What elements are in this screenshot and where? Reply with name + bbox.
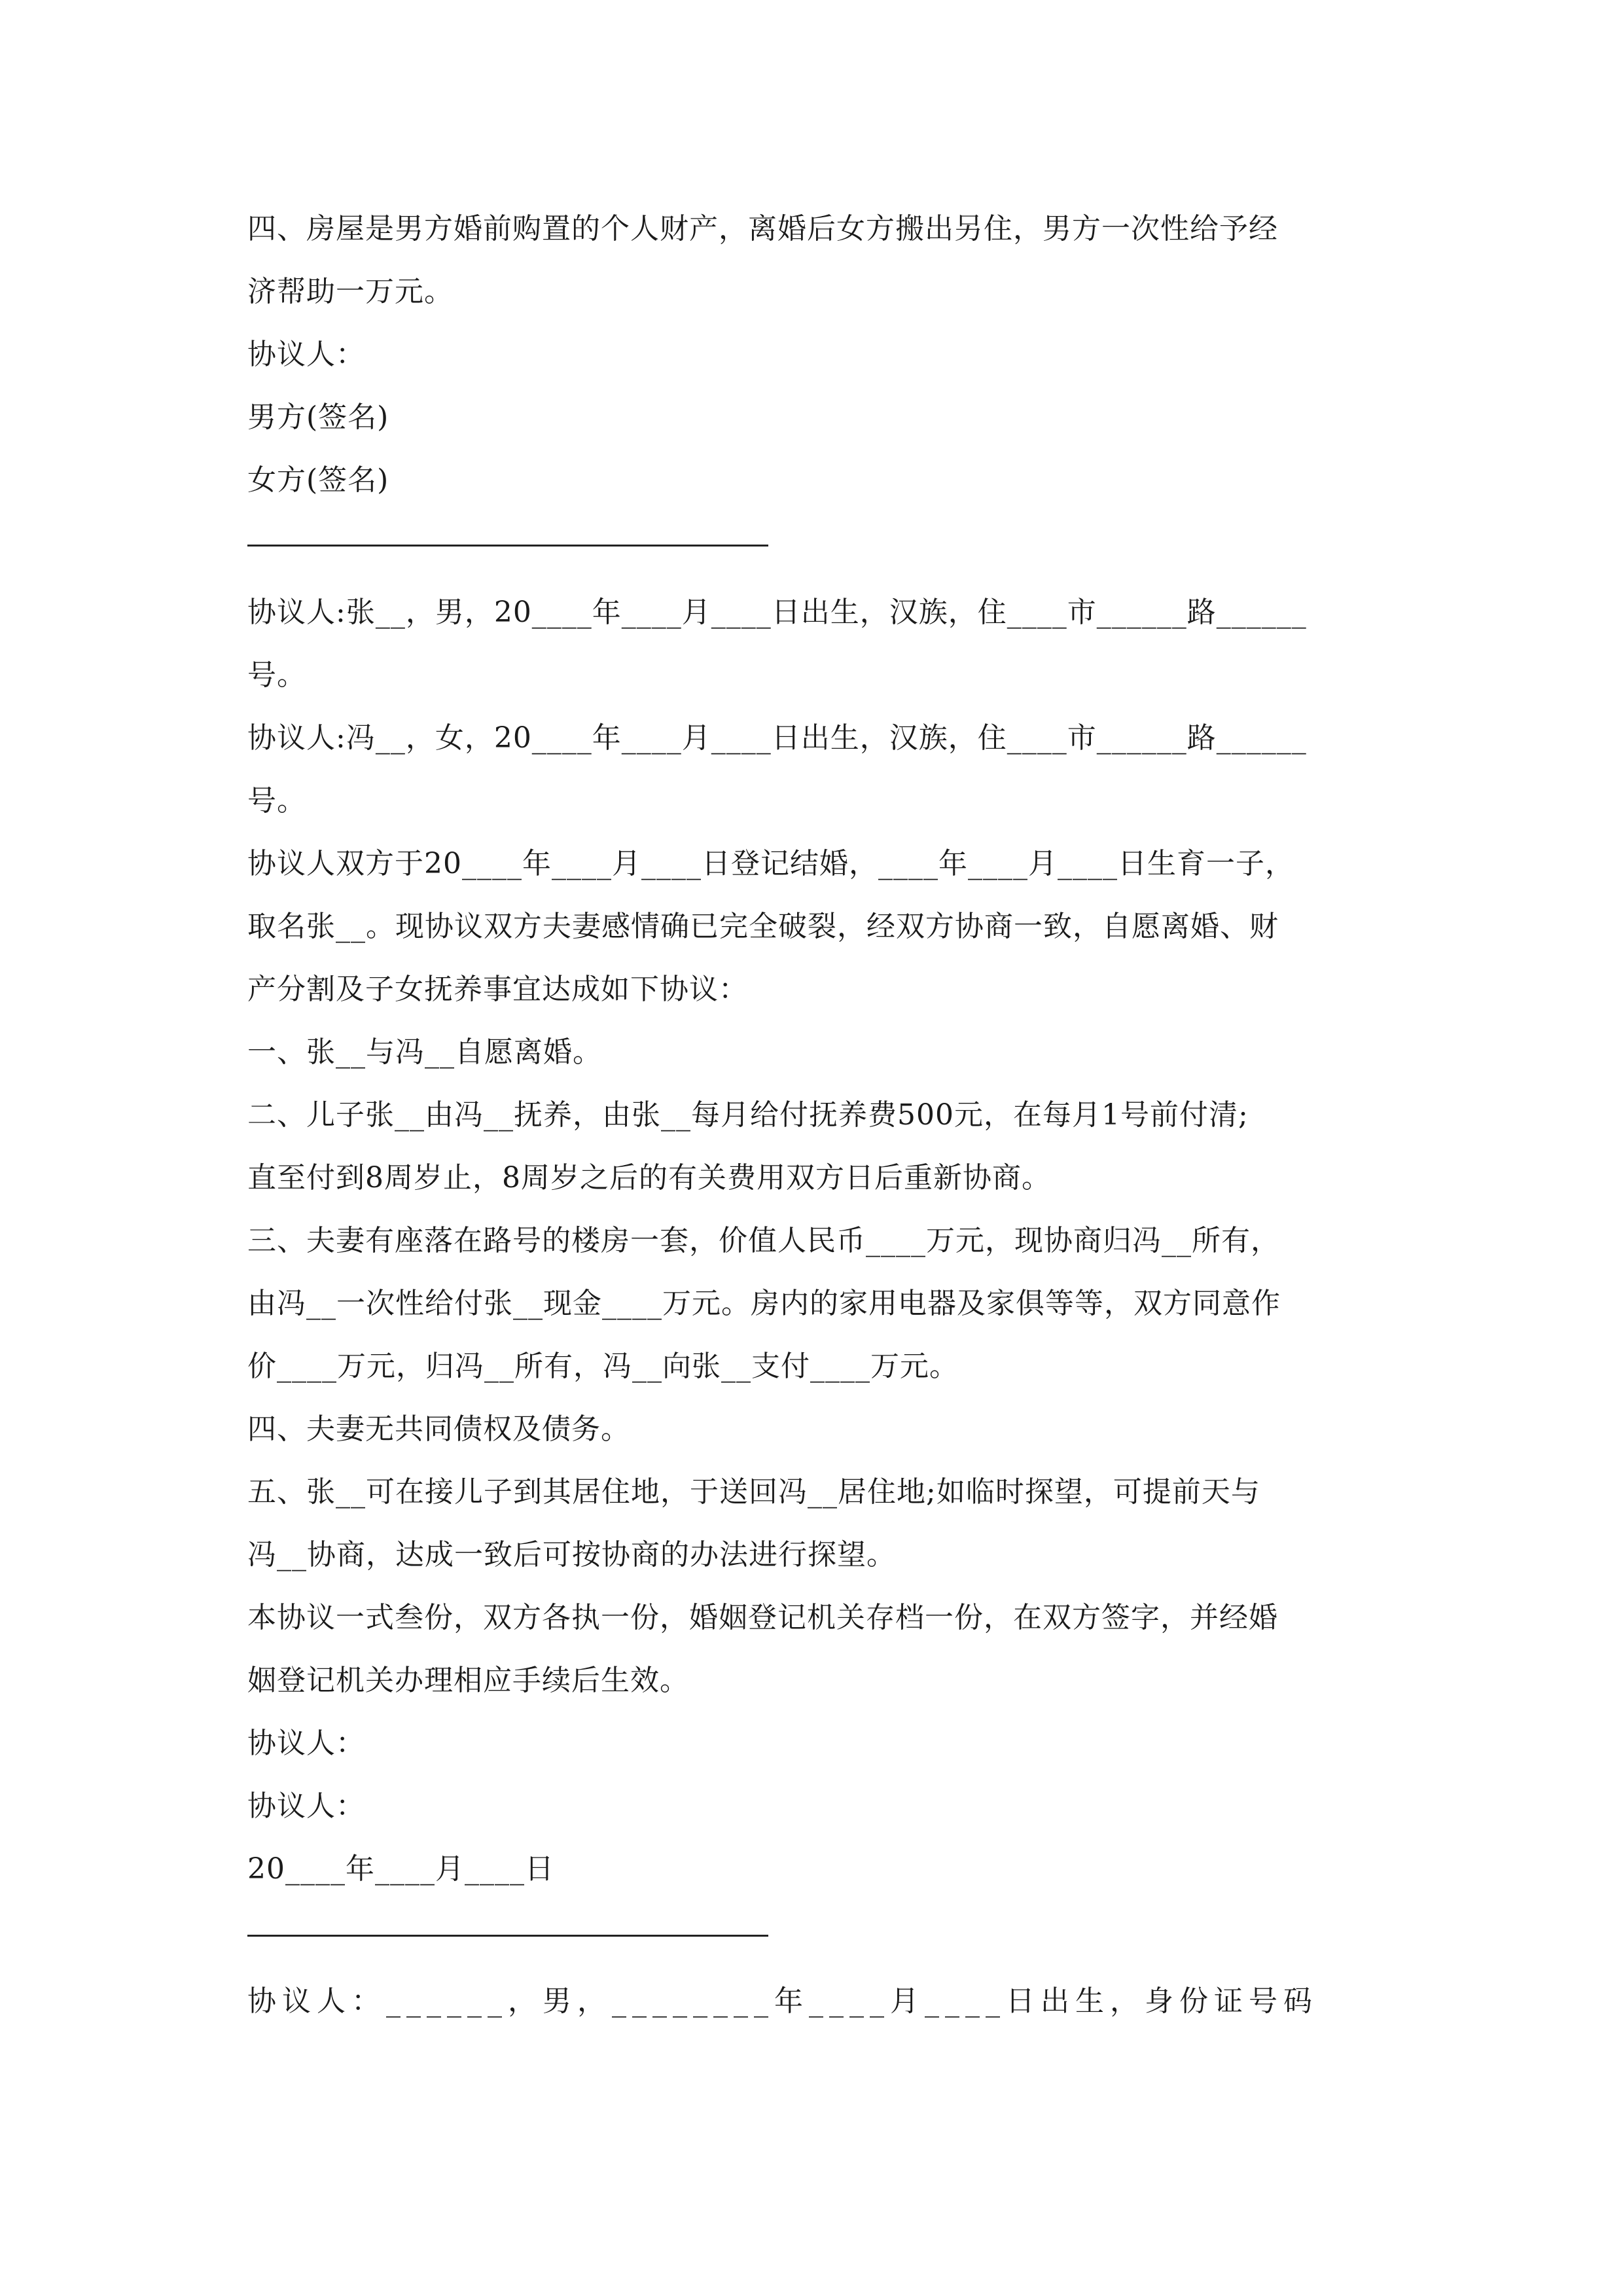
- party-feng-line1: 协议人:冯__，女，20____年____月____日出生，汉族，住____市______路______: [247, 721, 1307, 755]
- party-zhang-line1: 协议人:张__，男，20____年____月____日出生，汉族，住____市______路______: [247, 596, 1307, 629]
- clause-four-debts: 四、夫妻无共同债权及债务。: [247, 1412, 630, 1446]
- party-zhang-line2: 号。: [247, 658, 306, 692]
- section-separator-2: [247, 1935, 768, 1937]
- signing-date: 20____年____月____日: [247, 1852, 554, 1886]
- clause-one: 一、张__与冯__自愿离婚。: [247, 1035, 602, 1069]
- clause-two-line2: 直至付到8周岁止，8周岁之后的有关费用双方日后重新协商。: [247, 1161, 1051, 1194]
- male-signature-label: 男方(签名): [247, 401, 389, 434]
- party-feng-line2: 号。: [247, 784, 306, 817]
- signatory-label: 协议人：: [247, 338, 365, 371]
- clause-five-line1: 五、张__可在接儿子到其居住地，于送回冯__居住地;如临时探望，可提前天与: [247, 1475, 1260, 1509]
- party-male-id-line: 协议人：______，男，________年____月____日出生，身份证号码: [247, 1984, 1318, 2018]
- clause-four-house-line2: 济帮助一万元。: [247, 275, 454, 308]
- preamble-line3: 产分割及子女抚养事宜达成如下协议：: [247, 973, 748, 1006]
- clause-three-line3: 价____万元，归冯__所有，冯__向张__支付____万元。: [247, 1350, 959, 1383]
- section-separator-1: [247, 545, 768, 547]
- clause-five-line2: 冯__协商，达成一致后可按协商的办法进行探望。: [247, 1538, 896, 1571]
- copies-clause-line2: 姻登记机关办理相应手续后生效。: [247, 1664, 689, 1697]
- preamble-line1: 协议人双方于20____年____月____日登记结婚，____年____月____日生育一子，: [247, 847, 1294, 880]
- clause-three-line2: 由冯__一次性给付张__现金____万元。房内的家用电器及家俱等等，双方同意作: [247, 1287, 1281, 1320]
- clause-two-line1: 二、儿子张__由冯__抚养，由张__每月给付抚养费500元，在每月1号前付清;: [247, 1098, 1249, 1132]
- female-signature-label: 女方(签名): [247, 463, 389, 497]
- copies-clause-line1: 本协议一式叁份，双方各执一份，婚姻登记机关存档一份，在双方签字，并经婚: [247, 1601, 1278, 1634]
- preamble-line2: 取名张__。现协议双方夫妻感情确已完全破裂，经双方协商一致，自愿离婚、财: [247, 910, 1279, 943]
- clause-three-line1: 三、夫妻有座落在路号的楼房一套，价值人民币____万元，现协商归冯__所有，: [247, 1224, 1280, 1257]
- clause-four-house-line1: 四、房屋是男方婚前购置的个人财产，离婚后女方搬出另住，男方一次性给予经: [247, 212, 1278, 245]
- signatory-label-1: 协议人：: [247, 1727, 365, 1760]
- signatory-label-2: 协议人：: [247, 1789, 365, 1823]
